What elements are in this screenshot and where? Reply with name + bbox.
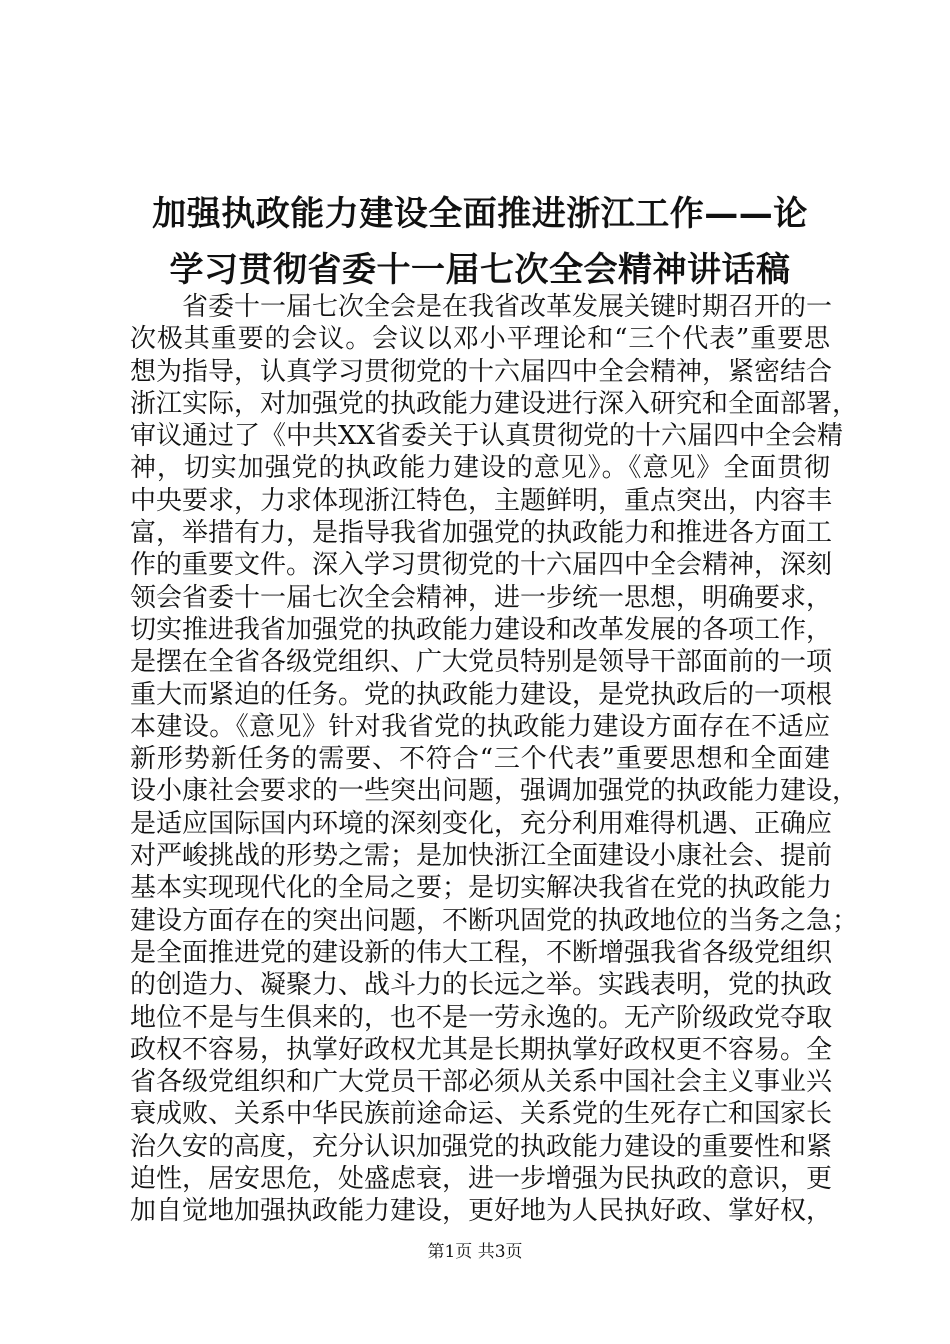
body-line: 切实推进我省加强党的执政能力建设和改革发展的各项工作， bbox=[130, 614, 833, 645]
body-line: 是全面推进党的建设新的伟大工程，不断增强我省各级党组织 bbox=[130, 937, 833, 968]
body-line: 神，切实加强党的执政能力建设的意见》。《意见》全面贯彻 bbox=[130, 453, 830, 484]
body-line: 是适应国际国内环境的深刻变化，充分利用难得机遇、正确应 bbox=[130, 808, 833, 839]
body-line: 设小康社会要求的一些突出问题，强调加强党的执政能力建设， bbox=[130, 776, 859, 807]
body-line: 作的重要文件。深入学习贯彻党的十六届四中全会精神，深刻 bbox=[130, 550, 833, 581]
body-line: 的创造力、凝聚力、战斗力的长远之举。实践表明，党的执政 bbox=[130, 970, 833, 1001]
body-line: 次极其重要的会议。会议以邓小平理论和“三个代表”重要思 bbox=[130, 324, 830, 355]
body-line: 浙江实际，对加强党的执政能力建设进行深入研究和全面部署， bbox=[130, 388, 859, 419]
title-line-1: 加强执政能力建设全面推进浙江工作——论 bbox=[152, 194, 808, 234]
body-line: 领会省委十一届七次全会精神，进一步统一思想，明确要求， bbox=[130, 582, 833, 613]
body-line: 迫性，居安思危，处盛虑衰，进一步增强为民执政的意识，更 bbox=[130, 1164, 833, 1195]
body-line: 想为指导，认真学习贯彻党的十六届四中全会精神，紧密结合 bbox=[130, 356, 833, 387]
body-line: 地位不是与生俱来的，也不是一劳永逸的。无产阶级政党夺取 bbox=[130, 1002, 833, 1033]
body-line: 基本实现现代化的全局之要；是切实解决我省在党的执政能力 bbox=[130, 873, 833, 904]
page-number: 第1页 共3页 bbox=[427, 1242, 523, 1262]
body-line: 省各级党组织和广大党员干部必须从关系中国社会主义事业兴 bbox=[130, 1067, 833, 1098]
body-line: 本建设。《意见》针对我省党的执政能力建设方面存在不适应 bbox=[130, 711, 830, 742]
body-line: 中央要求，力求体现浙江特色，主题鲜明，重点突出，内容丰 bbox=[130, 485, 833, 516]
body-line: 对严峻挑战的形势之需；是加快浙江全面建设小康社会、提前 bbox=[130, 841, 833, 872]
title-line-2: 学习贯彻省委十一届七次全会精神讲话稿 bbox=[169, 250, 791, 290]
body-paragraph bbox=[130, 291, 859, 1228]
body-line: 富，举措有力，是指导我省加强党的执政能力和推进各方面工 bbox=[130, 518, 833, 549]
body-line: 重大而紧迫的任务。党的执政能力建设，是党执政后的一项根 bbox=[130, 679, 833, 710]
body-line: 加自觉地加强执政能力建设，更好地为人民执好政、掌好权， bbox=[130, 1196, 833, 1227]
body-line: 衰成败、关系中华民族前途命运、关系党的生死存亡和国家长 bbox=[130, 1099, 833, 1130]
body-line: 新形势新任务的需要、不符合“三个代表”重要思想和全面建 bbox=[130, 744, 830, 775]
body-line: 治久安的高度，充分认识加强党的执政能力建设的重要性和紧 bbox=[130, 1131, 833, 1162]
body-line: 建设方面存在的突出问题，不断巩固党的执政地位的当务之急； bbox=[130, 905, 859, 936]
body-line: 是摆在全省各级党组织、广大党员特别是领导干部面前的一项 bbox=[130, 647, 833, 678]
document-title bbox=[120, 186, 840, 298]
body-line: 省委十一届七次全会是在我省改革发展关键时期召开的一 bbox=[130, 292, 833, 322]
body-line: 审议通过了《中共XX省委关于认真贯彻党的十六届四中全会精 bbox=[130, 421, 844, 452]
body-line: 政权不容易，执掌好政权尤其是长期执掌好政权更不容易。全 bbox=[130, 1034, 833, 1065]
